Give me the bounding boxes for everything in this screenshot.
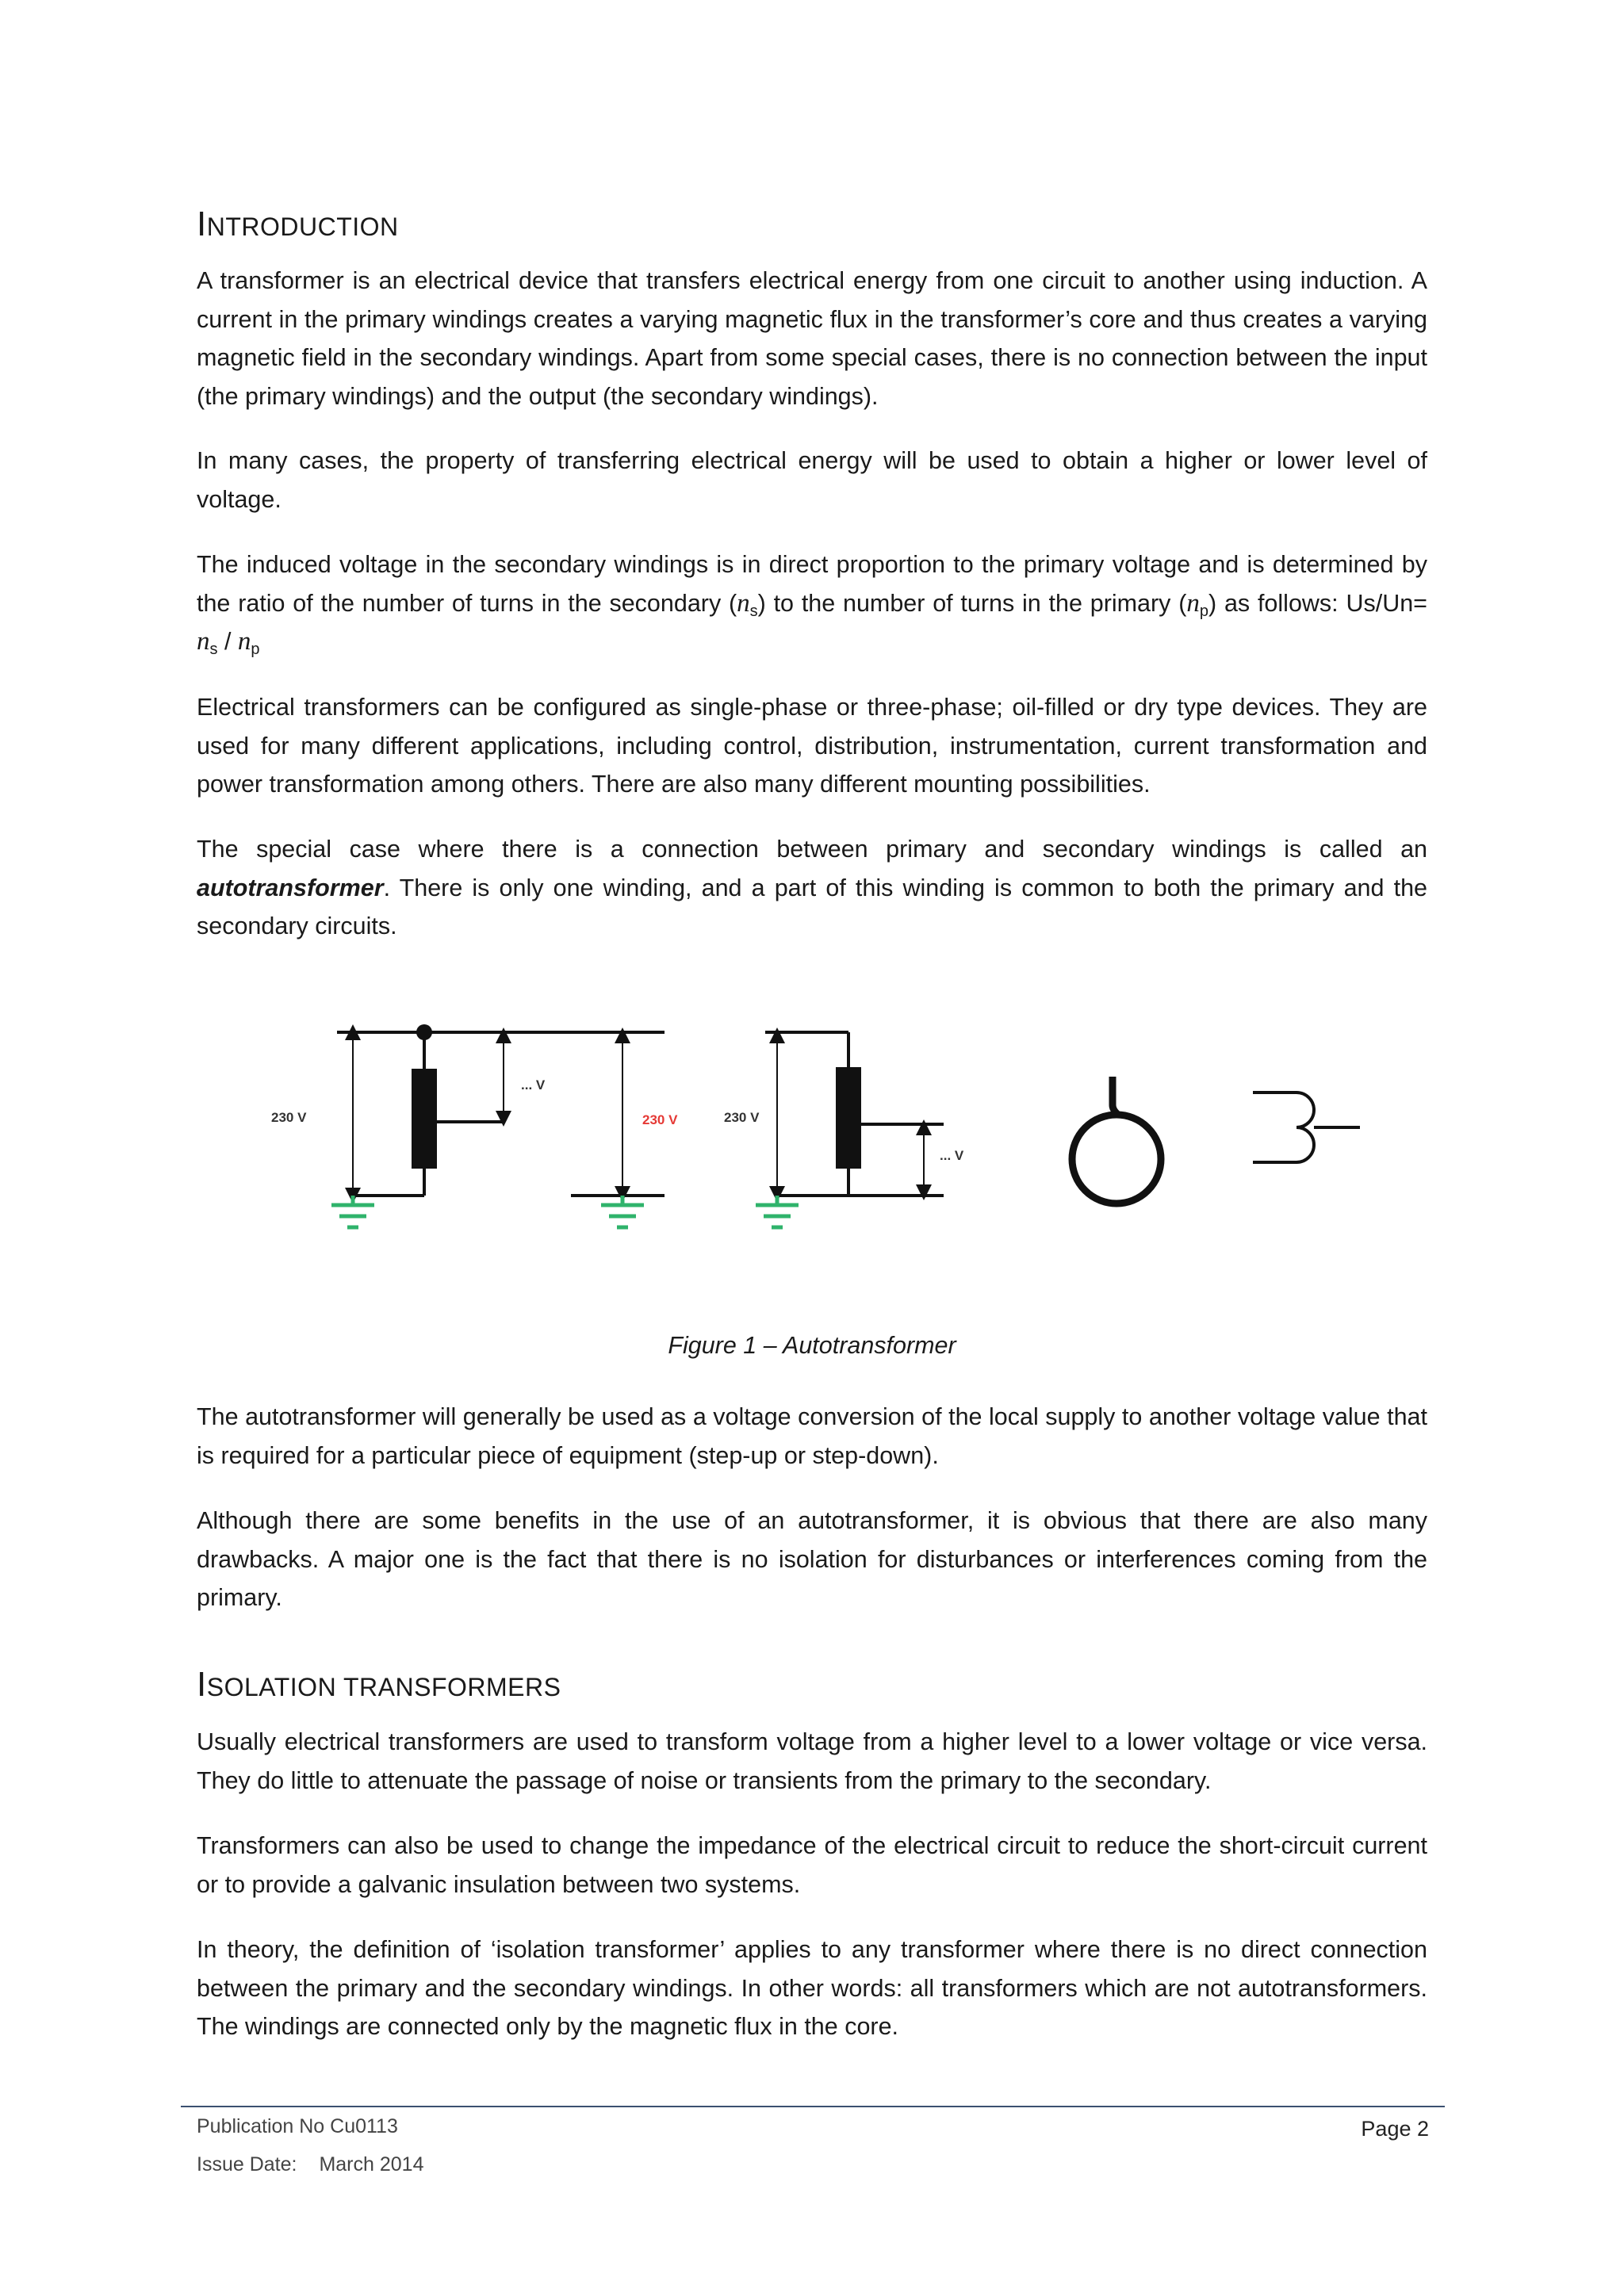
paragraph-9: Transformers can also be used to change the impedance of the electrical circuit to reduce the short-circuit current or to provide a galvanic insulation between two systems.: [197, 1832, 1427, 1898]
page-number: Page 2: [1361, 2117, 1429, 2141]
junction-dot: [416, 1024, 432, 1040]
paragraph-7: Although there are some benefits in the use of an autotransformer, it is obvious that there are also many drawbacks. A major one is the fact that there is no isolation for disturbances or interferences coming from the primary.: [197, 1507, 1427, 1611]
footer-publication: Publication No Cu0113: [197, 2115, 398, 2137]
ground-3: [756, 1196, 799, 1227]
paragraph-2: In many cases, the property of transferring electrical energy will be used to obtain a higher or lower level of voltage.: [197, 447, 1427, 513]
winding-2: [836, 1067, 861, 1169]
heading-isolation-transformers: ISOLATION TRANSFORMERS: [197, 1665, 561, 1704]
paragraph-10: In theory, the definition of ‘isolation transformer’ applies to any transformer where there is no direct connection between the primary and the secondary windings. In other words: all transformers which are not autotransformers. The windings are connected only by the magnetic flux in the core.: [197, 1936, 1427, 2040]
heading-introduction: INTRODUCTION: [197, 205, 399, 243]
label-230v-mid: 230 V: [724, 1110, 760, 1125]
autotransformer-symbol-coil: [1253, 1093, 1360, 1162]
autotransformer-figure: [238, 1007, 1396, 1284]
paragraph-3: The induced voltage in the secondary windings is in direct proportion to the primary voltage and is determined by the ratio of the number of turns in the secondary $(n_s)$ to the number of turns in the primary $(n_p)$ as follows: $Us/Un= n_s / n_p$: [197, 551, 1427, 658]
ground-1: [331, 1196, 374, 1227]
label-dots-v-right: ... V: [940, 1148, 964, 1163]
paragraph-1: A transformer is an electrical device that transfers electrical energy from one circuit to another using induction. A current in the primary windings creates a varying magnetic flux in the transformer’s core and thus creates a varying magnetic field in the secondary windings. Apart from some special cases, there is no connection between the input (the primary windings) and the output (the secondary windings).: [197, 267, 1427, 410]
footer-issue: Issue Date: March 2014: [197, 2153, 424, 2175]
paragraph-8: Usually electrical transformers are used to transform voltage from a higher level to a lower voltage or vice versa. They do little to attenuate the passage of noise or transients from the primary to the secondary.: [197, 1728, 1427, 1794]
label-dots-v-top: ... V: [521, 1077, 546, 1093]
paragraph-5: The special case where there is a connection between primary and secondary windings is called an autotransformer. There is only one winding, and a part of this winding is common to both the primary and the secondary circuits.: [197, 836, 1427, 939]
autotransformer-term: autotransformer: [197, 874, 384, 901]
label-230v-left: 230 V: [271, 1110, 307, 1125]
diagram-step-up: [337, 1032, 665, 1196]
paragraph-4: Electrical transformers can be configured as single-phase or three-phase; oil-filled or dry type devices. They are used for many different applications, including control, distribution, instrumentation, current transformation and power transformation among others. There are also many different mounting possibilities.: [197, 694, 1427, 798]
winding-1: [412, 1069, 437, 1169]
label-230v-red: 230 V: [642, 1112, 678, 1127]
paragraph-6: The autotransformer will generally be used as a voltage conversion of the local supply to another voltage value that is required for a particular piece of equipment (step-up or step-down).: [197, 1403, 1427, 1469]
autotransformer-symbol-loop: [1072, 1077, 1161, 1203]
footer-divider: [181, 2106, 1445, 2107]
ground-2: [601, 1196, 644, 1227]
figure-caption: Figure 1 – Autotransformer: [668, 1332, 956, 1359]
